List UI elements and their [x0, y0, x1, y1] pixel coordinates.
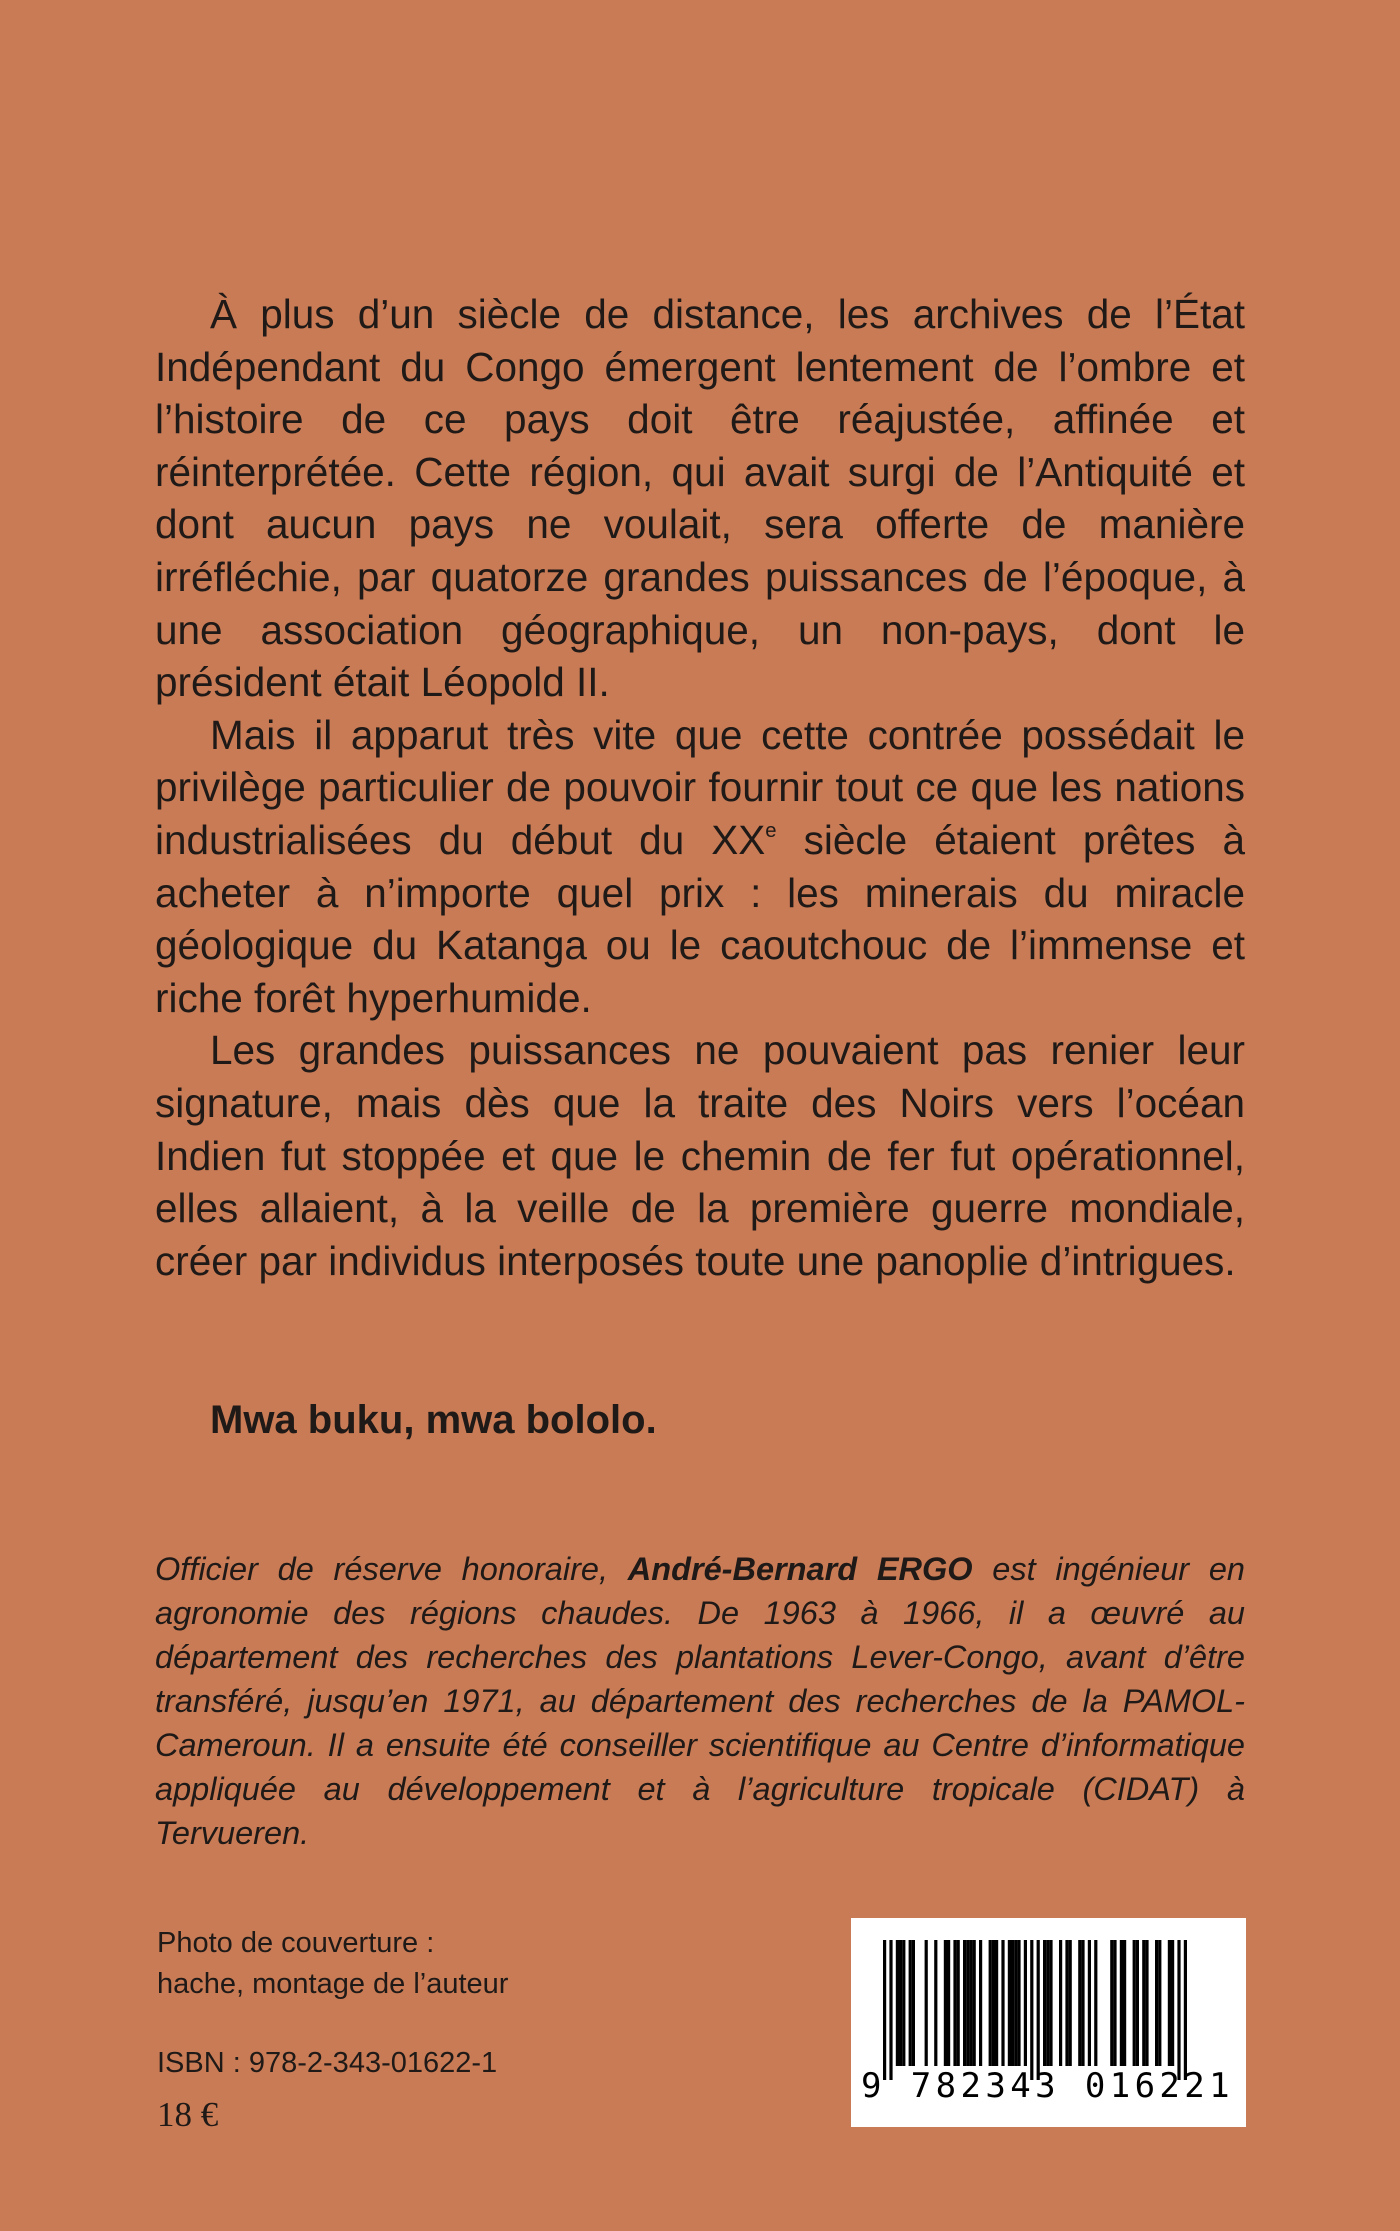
author-bio-start: Officier de réserve honoraire,	[155, 1551, 628, 1587]
barcode-bar	[1155, 1940, 1158, 2066]
summary-paragraph-2-start: Mais il apparut très vite que cette contrée possédait le privilège particulier de pouvoir fournir tout ce que les nations industrialisées du début du XX	[155, 711, 1245, 863]
photo-credit	[157, 1923, 508, 2005]
barcode-bar	[966, 1940, 969, 2066]
barcode-bar	[1043, 1940, 1046, 2066]
barcode-bar	[1120, 1940, 1123, 2066]
barcode-bar	[992, 1940, 995, 2066]
photo-credit-line-2: hache, montage de l’auteur	[157, 1968, 509, 2000]
summary-text	[155, 288, 1245, 1287]
barcode-bar	[1011, 1940, 1014, 2066]
barcode-bar	[1136, 1940, 1139, 2066]
barcode-bar	[1024, 1940, 1027, 2066]
barcode-bar	[944, 1940, 947, 2066]
barcode-digits: 9 782343 016221	[861, 2066, 1235, 2106]
century-superscript: e	[765, 819, 777, 842]
barcode-bar	[1030, 1940, 1033, 2080]
barcode-bar	[1017, 1940, 1020, 2066]
barcode-bar	[1046, 1940, 1049, 2066]
barcode-bar	[1142, 1940, 1145, 2066]
barcode-bar	[1037, 1940, 1040, 2080]
summary-paragraph-2-end: siècle étaient prêtes à acheter à n’importe quel prix : les minerais du miracle géologique du Katanga ou le caoutchouc de l’immense et riche forêt hyperhumide.	[155, 816, 1245, 1021]
barcode-bar	[1065, 1940, 1068, 2066]
barcode-bar	[912, 1940, 915, 2066]
photo-credit-line-1: Photo de couverture :	[157, 1927, 435, 1959]
barcode-bar	[1123, 1940, 1126, 2066]
barcode	[851, 1918, 1246, 2127]
barcode-bar	[934, 1940, 937, 2066]
motto: Mwa buku, mwa bololo.	[210, 1398, 657, 1442]
barcode-bar	[1014, 1940, 1017, 2066]
barcode-bar	[1158, 1940, 1161, 2066]
barcode-bar	[1049, 1940, 1052, 2066]
barcode-bar	[1069, 1940, 1072, 2066]
barcode-bar	[889, 1940, 892, 2080]
barcode-bar	[1177, 1940, 1180, 2080]
barcode-bar	[1145, 1940, 1148, 2066]
barcode-bar	[989, 1940, 992, 2066]
barcode-bar	[896, 1940, 899, 2066]
barcode-bar	[1094, 1940, 1097, 2066]
barcode-bar	[1088, 1940, 1091, 2066]
barcode-bar	[1184, 1940, 1187, 2080]
barcode-bar	[963, 1940, 966, 2066]
barcode-bar	[947, 1940, 950, 2066]
summary-paragraph-1: À plus d’un siècle de distance, les archives de l’État Indépendant du Congo émergent lentement de l’ombre et l’histoire de ce pays doit être réajustée, affinée et réinterprétée. Cette région, qui avait surgi de l’Antiquité et dont aucun pays ne voulait, sera offerte de manière irréfléchie, par quatorze grandes puissances de l’époque, à une association géographique, un non-pays, dont le président était Léopold II.	[155, 291, 1245, 706]
barcode-bar	[957, 1940, 960, 2066]
barcode-bar	[1081, 1940, 1084, 2066]
barcode-bar	[902, 1940, 905, 2066]
barcode-bar	[899, 1940, 902, 2066]
barcode-bar	[969, 1940, 972, 2066]
author-bio	[155, 1547, 1245, 1855]
barcode-bar	[953, 1940, 956, 2066]
barcode-bar	[973, 1940, 976, 2066]
author-name: André-Bernard ERGO	[627, 1551, 973, 1587]
summary-paragraph-3: Les grandes puissances ne pouvaient pas renier leur signature, mais dès que la traite des Noirs vers l’océan Indien fut stoppée et que le chemin de fer fut opérationnel, elles allaient, à la veille de la première guerre mondiale, créer par individus interposés toute une panoplie d’intrigues.	[155, 1027, 1245, 1284]
barcode-bar	[1001, 1940, 1004, 2066]
barcode-bar	[1113, 1940, 1116, 2066]
barcode-bar	[925, 1940, 928, 2066]
barcode-bar	[1168, 1940, 1171, 2066]
author-bio-end: est ingénieur en agronomie des régions chaudes. De 1963 à 1966, il a œuvré au département des recherches des plantations Lever-Congo, avant d’être transféré, jusqu’en 1971, au département des recherches de la PAMOL-Cameroun. Il a ensuite été conseiller scientifique au Centre d’informatique appliquée au développement et à l’agriculture tropicale (CIDAT) à Tervueren.	[155, 1551, 1246, 1851]
summary-paragraph-2	[155, 709, 1245, 1025]
barcode-bar	[1171, 1940, 1174, 2066]
barcode-bar	[1059, 1940, 1062, 2066]
barcode-bar	[979, 1940, 982, 2066]
barcode-bar	[995, 1940, 998, 2066]
barcode-bar	[883, 1940, 886, 2080]
barcode-bar	[909, 1940, 912, 2066]
price: 18 €	[157, 2095, 219, 2134]
barcode-bar	[1110, 1940, 1113, 2066]
isbn: ISBN : 978-2-343-01622-1	[157, 2047, 498, 2079]
barcode-bar	[1133, 1940, 1136, 2066]
barcode-bar	[1078, 1940, 1081, 2066]
barcode-bar	[1008, 1940, 1011, 2066]
